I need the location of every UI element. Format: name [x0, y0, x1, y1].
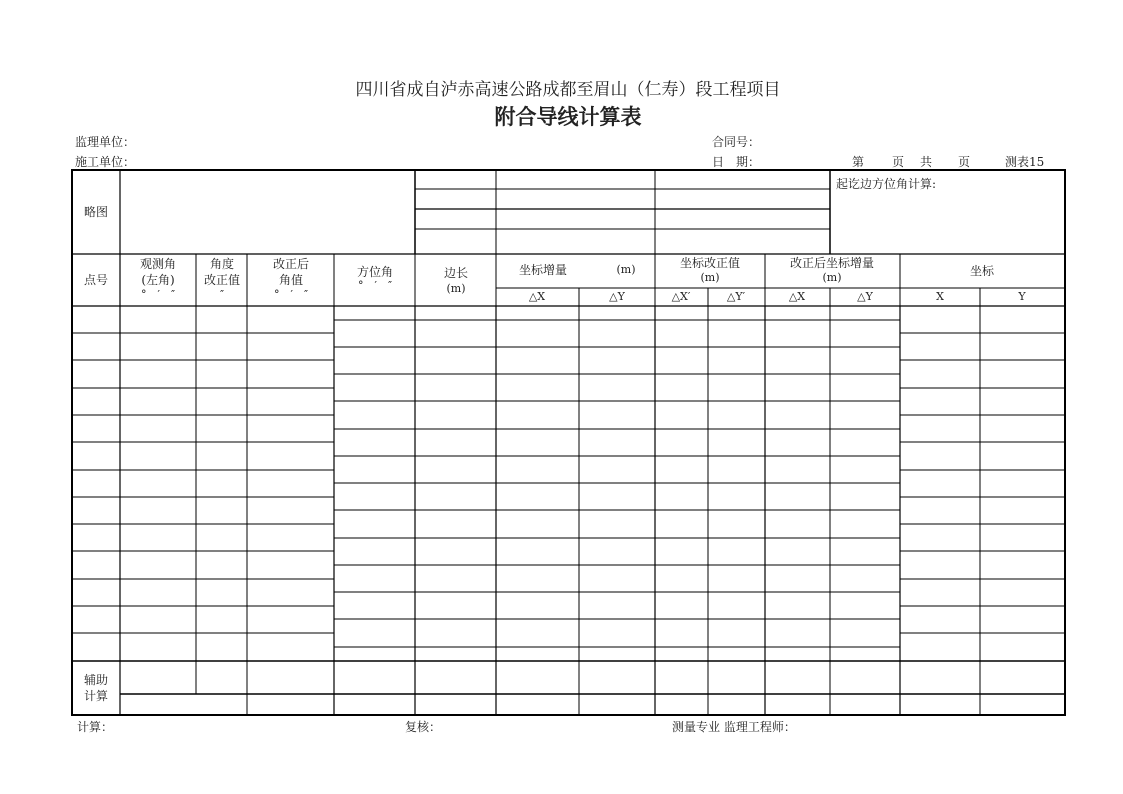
review-label: 复核：: [405, 720, 442, 734]
sketch-label: 略图: [83, 205, 109, 219]
dx-prime-header: △X′: [671, 290, 691, 303]
auxiliary-label-1: 辅助: [83, 673, 109, 687]
point-no-header: 点号: [83, 273, 109, 287]
constructor-label: 施工单位：: [75, 155, 136, 169]
azimuth-header: 方位角: [356, 265, 394, 279]
corrected-angle-unit: ° ′ ″: [273, 288, 309, 301]
total-label: 共: [920, 155, 933, 169]
y-header: Y: [1018, 290, 1026, 303]
project-title: 四川省成自泸赤高速公路成都至眉山（仁寿）段工程项目: [355, 80, 781, 100]
observed-angle-header-1: 观测角: [139, 257, 177, 271]
angle-correction-header-1: 角度: [209, 257, 235, 271]
observed-angle-header-2: (左角): [141, 273, 175, 287]
date-label: 日 期：: [712, 155, 761, 169]
coordinate-header: 坐标: [969, 264, 995, 278]
coord-increment-header: 坐标增量: [518, 263, 568, 277]
engineer-label: 测量专业 监理工程师：: [672, 720, 796, 734]
dx-corrected-header: △X: [788, 290, 806, 303]
page-no-label: 第: [852, 155, 865, 169]
x-header: X: [936, 290, 944, 303]
dy-prime-header: △Y′: [726, 290, 746, 303]
supervisor-label: 监理单位：: [75, 135, 136, 149]
observed-angle-unit: ° ′ ″: [140, 288, 176, 301]
coord-increment-unit: (m): [616, 263, 636, 276]
angle-correction-unit: ″: [219, 288, 225, 301]
corrected-increment-unit: (m): [822, 271, 842, 284]
start-azimuth-label: 起讫边方位角计算:: [836, 177, 937, 191]
page-word: 页: [892, 155, 905, 169]
total-page-word: 页: [958, 155, 971, 169]
corrected-angle-header-1: 改正后: [272, 257, 310, 271]
angle-correction-header-2: 改正值: [203, 273, 241, 287]
side-length-header: 边长: [443, 266, 469, 280]
coord-correction-header: 坐标改正值: [679, 256, 741, 270]
dx-header: △X: [528, 290, 546, 303]
side-length-unit: (m): [446, 282, 466, 295]
dy-header: △Y: [609, 290, 625, 303]
form-code: 测表15: [1005, 155, 1045, 169]
coord-correction-unit: (m): [700, 271, 720, 284]
dy-corrected-header: △Y: [857, 290, 873, 303]
contract-label: 合同号：: [712, 135, 761, 149]
azimuth-unit: ° ′ ″: [357, 279, 393, 292]
corrected-increment-header: 改正后坐标增量: [789, 256, 875, 270]
auxiliary-label-2: 计算: [83, 689, 109, 703]
corrected-angle-header-2: 角值: [278, 273, 304, 287]
form-title: 附合导线计算表: [494, 105, 642, 129]
calc-label: 计算：: [77, 720, 114, 734]
